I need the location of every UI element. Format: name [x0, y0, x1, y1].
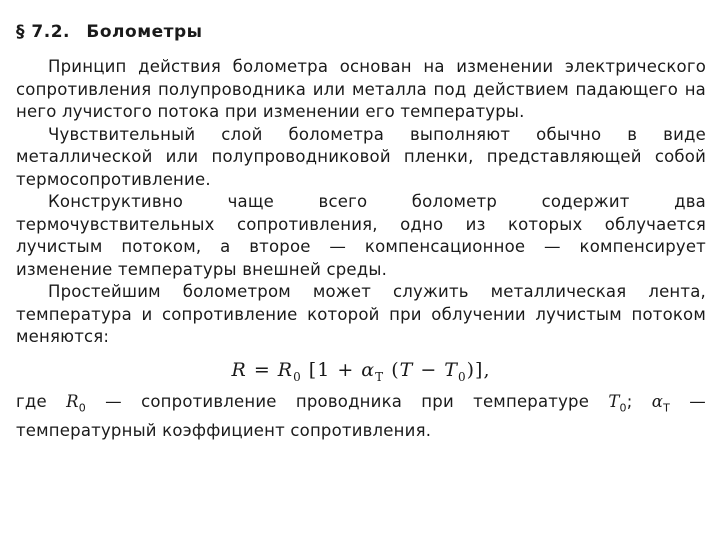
paragraph-simplest: Простейшим болометром может служить металлическая лента, температура и сопротивление которой при облучении лучистым потоком меняются:: [16, 282, 706, 346]
section-heading: [16, 22, 706, 42]
formula-open: [1 +: [301, 358, 362, 381]
where-text1: — сопротивление проводника при температуре: [85, 392, 609, 412]
where-t0: T: [608, 392, 620, 412]
section-title: Болометры: [86, 22, 203, 42]
paragraph-principle: Принцип действия болометра основан на изменении электрического сопротивления полупроводника или металла под действием падающего на него лучистого потока при изменении его температуры.: [16, 57, 706, 121]
formula-alpha-sub: T: [375, 369, 385, 384]
where-r0: R: [66, 392, 79, 412]
formula-r0-sub: 0: [293, 369, 302, 384]
formula-explanation: [16, 391, 706, 442]
formula-r: R: [231, 358, 247, 381]
formula-t0: T: [444, 358, 458, 381]
paragraph-sensitive-layer: Чувствительный слой болометра выполняют обычно в виде металлической или полупроводниковой пленки, представляющей собой термосопротивление.: [16, 124, 706, 189]
where-alpha-sub: T: [663, 401, 671, 415]
where-r0-sub: 0: [78, 401, 86, 415]
formula-t: T: [399, 358, 414, 381]
paragraph-construction: Конструктивно чаще всего болометр содержит два термочувствительных сопротивления, одно из которых облучается лучистым потоком, а второе — компенсационное — компенсирует изменение температуры внешней среды.: [16, 192, 706, 279]
formula-t0-sub: 0: [457, 369, 467, 384]
formula-mid: (: [384, 358, 400, 381]
resistance-formula: [16, 359, 706, 384]
where-text3: — температурный коэффициент сопротивления.: [16, 392, 706, 441]
formula-eq: =: [246, 358, 278, 381]
formula-minus: −: [413, 358, 445, 381]
where-alpha: α: [651, 392, 664, 412]
formula-close: )],: [466, 358, 491, 381]
where-text2: ;: [626, 392, 652, 412]
formula-r0: R: [277, 358, 294, 381]
section-number: § 7.2.: [16, 22, 70, 42]
formula-alpha: α: [361, 358, 376, 381]
where-t0-sub: 0: [619, 401, 627, 415]
where-prefix: где: [16, 392, 67, 412]
